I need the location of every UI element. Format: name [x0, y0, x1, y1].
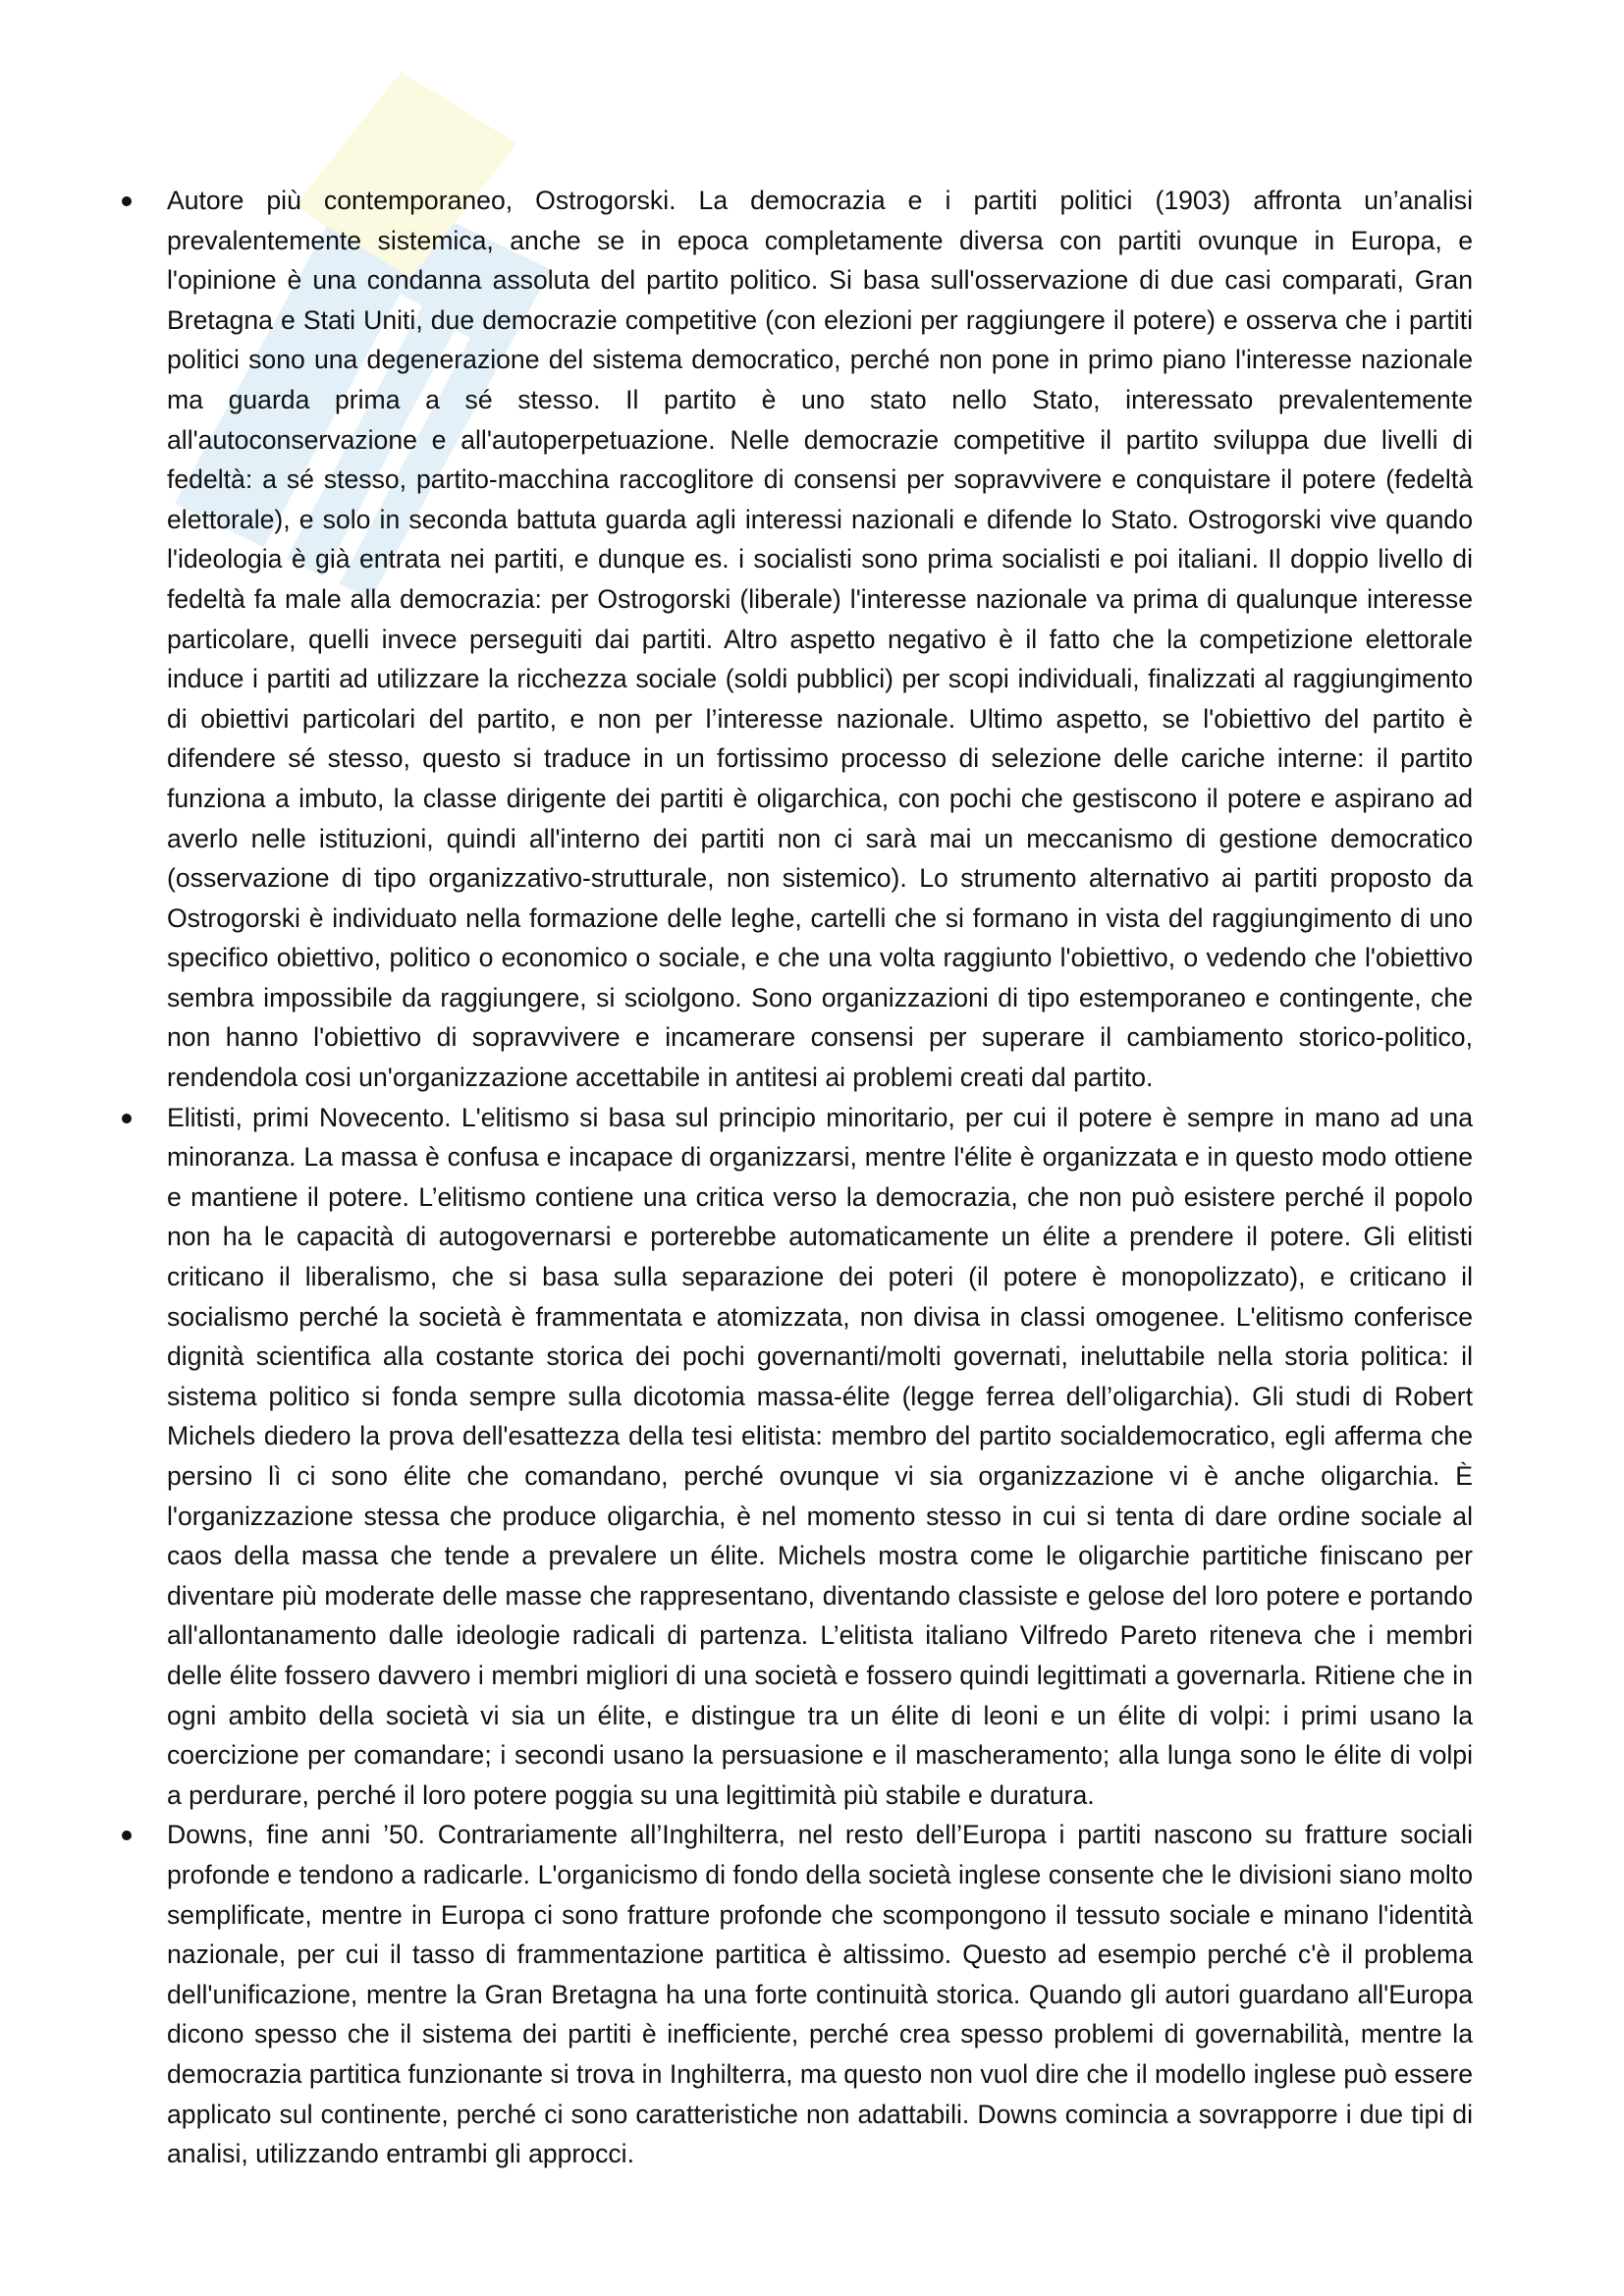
list-item-text: Autore più contemporaneo, Ostrogorski. La democrazia e i partiti politici (1903) affronta un’analisi prevalentemente sistemica, anche se in epoca completamente diversa con partiti ovunque in Europa, e l'opinione è una condanna assoluta del partito politico. Si basa sull'osservazione di due casi comparati, Gran Bretagna e Stati Uniti, due democrazie competitive (con elezioni per raggiungere il potere) e osserva che i partiti politici sono una degenerazione del sistema democratico, perché non pone in primo piano l'interesse nazionale ma guarda prima a sé stesso. Il partito è uno stato nello Stato, interessato prevalentemente all'autoconservazione e all'autoperpetuazione. Nelle democrazie competitive il partito sviluppa due livelli di fedeltà: a sé stesso, partito-macchina raccoglitore di consensi per sopravvivere e conquistare il potere (fedeltà elettorale), e solo in seconda battuta guarda agli interessi nazionali e difende lo Stato. Ostrogorski vive quando l'ideologia è già entrata nei partiti, e dunque es. i socialisti sono prima socialisti e poi italiani. Il doppio livello di fedeltà fa male alla democrazia: per Ostrogorski (liberale) l'interesse nazionale va prima di qualunque interesse particolare, quelli invece perseguiti dai partiti. Altro aspetto negativo è il fatto che la competizione elettorale induce i partiti ad utilizzare la ricchezza sociale (soldi pubblici) per scopi individuali, finalizzati al raggiungimento di obiettivi particolari del partito, e non per l’interesse nazionale. Ultimo aspetto, se l'obiettivo del partito è difendere sé stesso, questo si traduce in un fortissimo processo di selezione delle cariche interne: il partito funziona a imbuto, la classe dirigente dei partiti è oligarchica, con pochi che gestiscono il potere e aspirano ad averlo nelle istituzioni, quindi all'interno dei partiti non ci sarà mai un meccanismo di gestione democratico (osservazione di tipo organizzativo-strutturale, non sistemico). Lo strumento alternativo ai partiti proposto da Ostrogorski è individuato nella formazione delle leghe, cartelli che si formano in vista del raggiungimento di uno specifico obiettivo, politico o economico o sociale, e che una volta raggiunto l'obiettivo, o vedendo che l'obiettivo sembra impossibile da raggiungere, si sciolgono. Sono organizzazioni di tipo estemporaneo e contingente, che non hanno l'obiettivo di sopravvivere e incamerare consensi per superare il cambiamento storico-politico, rendendola cosi un'organizzazione accettabile in antitesi ai problemi creati dal partito.: [167, 186, 1473, 1093]
list-item: [167, 1098, 1473, 1816]
bullet-list: [167, 181, 1473, 2174]
document-body: [167, 181, 1473, 2174]
list-item: [167, 181, 1473, 1098]
list-item-text: Downs, fine anni ’50. Contrariamente all’Inghilterra, nel resto dell’Europa i partiti nascono su fratture sociali profonde e tendono a radicarle. L'organicismo di fondo della società inglese consente che le divisioni siano molto semplificate, mentre in Europa ci sono fratture profonde che scompongono il tessuto sociale e minano l'identità nazionale, per cui il tasso di frammentazione partitica è altissimo. Questo ad esempio perché c'è il problema dell'unificazione, mentre la Gran Bretagna ha una forte continuità storica. Quando gli autori guardano all'Europa dicono spesso che il sistema dei partiti è inefficiente, perché crea spesso problemi di governabilità, mentre la democrazia partitica funzionante si trova in Inghilterra, ma questo non vuol dire che il modello inglese può essere applicato sul continente, perché ci sono caratteristiche non adattabili. Downs comincia a sovrapporre i due tipi di analisi, utilizzando entrambi gli approcci.: [167, 1820, 1473, 2169]
bullet-icon: [122, 1114, 132, 1123]
list-item-text: Elitisti, primi Novecento. L'elitismo si basa sul principio minoritario, per cui il potere è sempre in mano ad una minoranza. La massa è confusa e incapace di organizzarsi, mentre l'élite è organizzata e in questo modo ottiene e mantiene il potere. L’elitismo contiene una critica verso la democrazia, che non può esistere perché il popolo non ha le capacità di autogovernarsi e porterebbe automaticamente un élite a prendere il potere. Gli elitisti criticano il liberalismo, che si basa sulla separazione dei poteri (il potere è monopolizzato), e criticano il socialismo perché la società è frammentata e atomizzata, non divisa in classi omogenee. L'elitismo conferisce dignità scientifica alla costante storica dei pochi governanti/molti governati, ineluttabile nella storia politica: il sistema politico si fonda sempre sulla dicotomia massa-élite (legge ferrea dell’oligarchia). Gli studi di Robert Michels diedero la prova dell'esattezza della tesi elitista: membro del partito socialdemocratico, egli afferma che persino lì ci sono élite che comandano, perché ovunque vi sia organizzazione vi è anche oligarchia. È l'organizzazione stessa che produce oligarchia, è nel momento stesso in cui si tenta di dare ordine sociale al caos della massa che tende a prevalere un élite. Michels mostra come le oligarchie partitiche finiscano per diventare più moderate delle masse che rappresentano, diventando classiste e gelose del loro potere e portando all'allontanamento dalle ideologie radicali di partenza. L’elitista italiano Vilfredo Pareto riteneva che i membri delle élite fossero davvero i membri migliori di una società e fossero quindi legittimati a governarla. Ritiene che in ogni ambito della società vi sia un élite, e distingue tra un élite di leoni e un élite di volpi: i primi usano la coercizione per comandare; i secondi usano la persuasione e il mascheramento; alla lunga sono le élite di volpi a perdurare, perché il loro potere poggia su una legittimità più stabile e duratura.: [167, 1102, 1473, 1810]
bullet-icon: [122, 1831, 132, 1840]
bullet-icon: [122, 196, 132, 206]
list-item: [167, 1815, 1473, 2173]
